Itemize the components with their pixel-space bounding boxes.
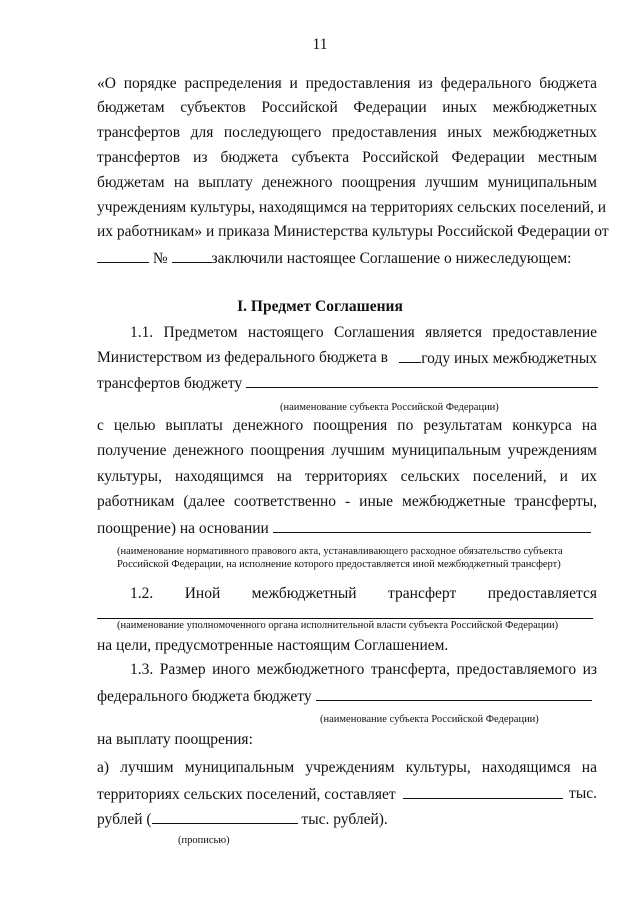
p11-line5: получение денежного поощрения лучшим муниципальным учреждениям [97, 442, 597, 459]
p11-line1: 1.1. Предметом настоящего Соглашения является предоставление [130, 324, 597, 341]
amount-words-blank [152, 809, 298, 824]
number-sign: № [152, 250, 168, 267]
text-line: трансфертов для последующего предоставления иных межбюджетных [97, 124, 597, 141]
p13-line3: на выплату поощрения: [97, 731, 253, 748]
date-blank [97, 248, 149, 263]
p11-line6: культуры, находящимся на территориях сельских поселений, и их [97, 468, 597, 485]
subject-name-blank [246, 373, 598, 388]
agreement-text: заключили настоящее Соглашение о нижеследующем: [211, 250, 572, 267]
p13-line1: 1.3. Размер иного межбюджетного трансферта, предоставляемого из [130, 661, 597, 678]
p13-line6: рублей ( тыс. рублей). [97, 811, 388, 828]
date-number-line [97, 248, 597, 269]
subject-name-blank-2 [316, 686, 592, 701]
p11-line7: работникам (далее соответственно - иные межбюджетные трансферты, [97, 493, 597, 510]
p13-line2: федерального бюджета бюджету [97, 686, 597, 707]
section-title: I. Предмет Соглашения [237, 298, 403, 315]
year-blank [399, 348, 421, 363]
legal-act-blank [273, 518, 591, 533]
text-line: «О порядке распределения и предоставления из федерального бюджета [97, 75, 597, 92]
p11-line3: трансфертов бюджету [97, 373, 597, 394]
text-line: бюджетам на выплату денежного поощрения лучшим муниципальным [97, 174, 597, 191]
text-line: бюджетам субъектов Российской Федерации иных межбюджетных [97, 99, 597, 116]
caption-legal-act-1: (наименование нормативного правового акта, устанавливающего расходное обязательство субъекта [117, 546, 563, 557]
page-number: 11 [312, 36, 328, 53]
number-blank [172, 248, 212, 263]
text-line: трансфертов из бюджета субъекта Российской Федерации местным [97, 149, 597, 166]
p13-line4: а) лучшим муниципальным учреждениям культуры, находящимся на [97, 759, 597, 776]
caption-authority: (наименование уполномоченного органа исполнительной власти субъекта Российской Федерации) [117, 620, 559, 631]
p11-line8: поощрение) на основании [97, 518, 597, 539]
p12-line2: на цели, предусмотренные настоящим Соглашением. [97, 637, 449, 654]
amount-blank [403, 784, 563, 799]
p11-line2: Министерством из федерального бюджета в году иных межбюджетных [97, 349, 597, 367]
caption-in-words: (прописью) [178, 835, 230, 846]
text-line: их работникам» и приказа Министерства культуры Российской Федерации от [97, 223, 609, 240]
caption-subject-name: (наименование субъекта Российской Федерации) [280, 402, 499, 413]
p12-line1: 1.2. Иной межбюджетный трансферт предоставляется [130, 585, 597, 602]
caption-legal-act-2: Российской Федерации, на исполнение которого предоставляется иной межбюджетный трансферт) [117, 559, 561, 570]
p13-line5: территориях сельских поселений, составляет тыс. [97, 785, 597, 803]
p11-line4: с целью выплаты денежного поощрения по результатам конкурса на [97, 417, 597, 434]
text-line: учреждениям культуры, находящимся на территориях сельских поселений, и [97, 199, 607, 216]
caption-subject-name-2: (наименование субъекта Российской Федерации) [320, 714, 539, 725]
